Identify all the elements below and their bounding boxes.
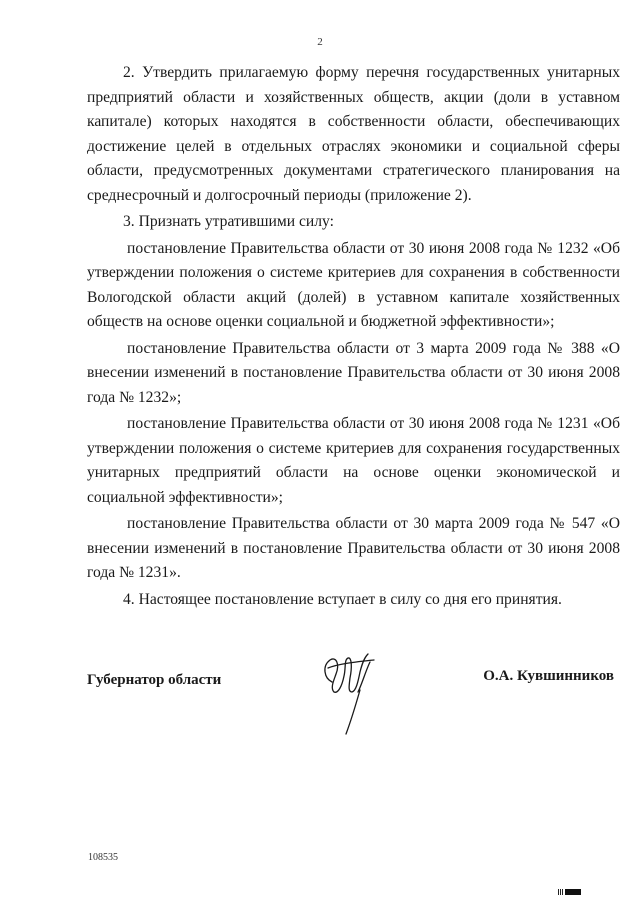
repealed-resolution-1231: постановление Правительства области от 30 июня 2008 года № 1231 «Об утверждении положения о системе критериев для сохранения государственных унитарных предприятий области на основе оценки экономической и социальной эффективности»; xyxy=(87,415,620,506)
page-number: 2 xyxy=(317,36,323,48)
signatory-title: Губернатор области xyxy=(87,672,222,688)
handwritten-signature xyxy=(318,648,380,738)
paragraph-item-4: 4. Настоящее постановление вступает в силу со дня его принятия. xyxy=(123,590,562,608)
paragraph-item-2: 2. Утвердить прилагаемую форму перечня государственных унитарных предприятий области и хозяйственных обществ, акции (доли в уставном капитале) которых находятся в собственности области, обеспечивающих достижение целей в отдельных отраслях экономики и социальной сферы области, предусмотренных документами стратегического планирования на среднесрочный и долгосрочный периоды (приложение 2). xyxy=(87,64,620,204)
document-code: 108535 xyxy=(88,852,118,863)
signatory-name: О.А. Кувшинников xyxy=(483,668,614,684)
scan-barcode-mark xyxy=(558,888,582,896)
repealed-resolution-388: постановление Правительства области от 3 марта 2009 года № 388 «О внесении изменений в постановление Правительства области от 30 июня 2008 года № 1232»; xyxy=(87,339,620,406)
document-body xyxy=(87,61,620,612)
repealed-resolution-547: постановление Правительства области от 30 марта 2009 года № 547 «О внесении изменений в постановление Правительства области от 30 июня 2008 года № 1231». xyxy=(87,515,620,581)
repealed-resolution-1232: постановление Правительства области от 30 июня 2008 года № 1232 «Об утверждении положения о системе критериев для сохранения в собственности Вологодской области акций (долей) в уставном капитале хозяйственных обществ на основе оценки социальной и бюджетной эффективности»; xyxy=(87,239,620,330)
paragraph-item-3: 3. Признать утратившими силу: xyxy=(123,213,334,230)
